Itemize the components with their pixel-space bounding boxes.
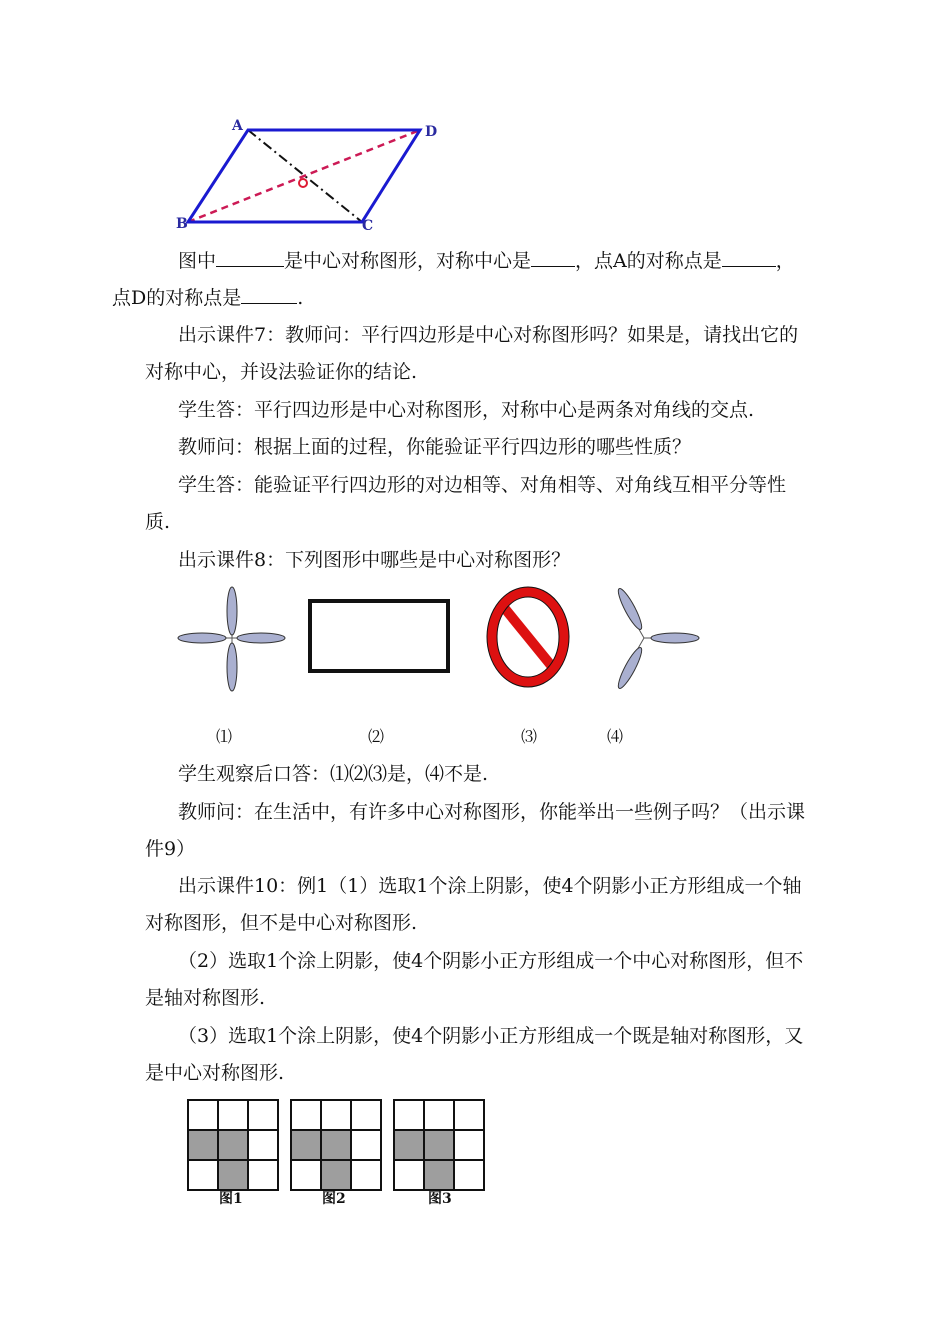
grid-cell[interactable] bbox=[394, 1100, 424, 1130]
fill-in-question bbox=[112, 243, 805, 317]
grid-cell[interactable] bbox=[454, 1160, 484, 1190]
paragraph-example-1: 出示课件10：例1（1）选取1个涂上阴影，使4个阴影小正方形组成一个轴对称图形，但不是中心对称图形. bbox=[145, 875, 802, 934]
paragraph-courseware-7: 出示课件7：教师问：平行四边形是中心对称图形吗？如果是，请找出它的对称中心，并设法验证你的结论. bbox=[145, 324, 799, 383]
text-p1-mid2: ，点A的对称点是 bbox=[575, 250, 722, 272]
grid-cell[interactable] bbox=[248, 1160, 278, 1190]
grid-cell[interactable] bbox=[394, 1160, 424, 1190]
blank-figure[interactable] bbox=[216, 244, 284, 267]
figure-four-petals bbox=[175, 583, 290, 698]
caption-fig1: ⑴ bbox=[216, 727, 233, 746]
grid-cell[interactable] bbox=[291, 1100, 321, 1130]
center-point-o bbox=[299, 179, 307, 187]
grid-3 bbox=[394, 1100, 484, 1190]
paragraph-example-part-2: （2）选取1个涂上阴影，使4个阴影小正方形组成一个中心对称图形，但不是轴对称图形. bbox=[145, 950, 804, 1009]
grid-cell[interactable] bbox=[351, 1160, 381, 1190]
caption-fig3: ⑶ bbox=[521, 727, 538, 746]
grid-cell[interactable] bbox=[248, 1130, 278, 1160]
grid-cell[interactable] bbox=[321, 1100, 351, 1130]
grid-cell[interactable] bbox=[248, 1100, 278, 1130]
text-p1-prefix: 图中 bbox=[178, 250, 217, 272]
paragraph-student-answer-2: 学生答：能验证平行四边形的对边相等、对角相等、对角线互相平分等性质. bbox=[145, 474, 787, 533]
grid-cell[interactable] bbox=[291, 1160, 321, 1190]
diagonal-bd bbox=[188, 130, 420, 222]
grid-cell-shaded[interactable] bbox=[424, 1130, 454, 1160]
grid-cell-shaded[interactable] bbox=[321, 1130, 351, 1160]
grid-cell[interactable] bbox=[351, 1100, 381, 1130]
grid-caption-1: 图1 bbox=[219, 1191, 243, 1207]
blank-point-a[interactable] bbox=[722, 244, 776, 267]
blank-center[interactable] bbox=[531, 244, 575, 267]
grid-cell-shaded[interactable] bbox=[394, 1130, 424, 1160]
label-b: B bbox=[176, 216, 188, 232]
label-c: C bbox=[362, 218, 374, 234]
paragraph-student-observation: 学生观察后口答：⑴⑵⑶是，⑷不是. bbox=[178, 763, 489, 785]
grid-cell[interactable] bbox=[454, 1100, 484, 1130]
label-a: A bbox=[232, 118, 243, 134]
grid-caption-2: 图2 bbox=[322, 1191, 346, 1207]
grid-cell-shaded[interactable] bbox=[188, 1130, 218, 1160]
figure-no-sign bbox=[485, 586, 571, 690]
grid-2 bbox=[291, 1100, 381, 1190]
caption-fig2: ⑵ bbox=[368, 727, 385, 746]
caption-fig4: ⑷ bbox=[607, 727, 624, 746]
grid-cell-shaded[interactable] bbox=[218, 1130, 248, 1160]
grid-cell[interactable] bbox=[454, 1130, 484, 1160]
paragraph-courseware-8: 出示课件8：下列图形中哪些是中心对称图形？ bbox=[178, 549, 571, 571]
grid-1 bbox=[188, 1100, 278, 1190]
grid-cell-shaded[interactable] bbox=[291, 1130, 321, 1160]
grid-caption-3: 图3 bbox=[428, 1191, 452, 1207]
paragraph-life-examples: 教师问：在生活中，有许多中心对称图形，你能举出一些例子吗？（出示课件9） bbox=[145, 801, 806, 860]
grid-cell-shaded[interactable] bbox=[321, 1160, 351, 1190]
paragraph-example-part-3: （3）选取1个涂上阴影，使4个阴影小正方形组成一个既是轴对称图形，又是中心对称图形. bbox=[145, 1025, 804, 1084]
blank-point-d[interactable] bbox=[241, 281, 297, 304]
text-p1-line2-prefix: 点D的对称点是 bbox=[112, 287, 242, 309]
grid-cell[interactable] bbox=[351, 1130, 381, 1160]
figure-rectangle bbox=[306, 597, 452, 675]
figure-three-petals bbox=[605, 583, 705, 698]
paragraph-student-answer-1: 学生答：平行四边形是中心对称图形，对称中心是两条对角线的交点. bbox=[178, 399, 755, 421]
grid-cell-shaded[interactable] bbox=[218, 1160, 248, 1190]
text-p1-end: ， bbox=[775, 250, 795, 272]
grid-cell[interactable] bbox=[188, 1160, 218, 1190]
label-d: D bbox=[425, 124, 438, 140]
paragraph-teacher-question: 教师问：根据上面的过程，你能验证平行四边形的哪些性质？ bbox=[178, 436, 692, 458]
grid-cell-shaded[interactable] bbox=[424, 1160, 454, 1190]
text-p1-mid1: 是中心对称图形，对称中心是 bbox=[284, 250, 532, 272]
text-p1-line2-end: . bbox=[297, 287, 304, 309]
grid-cell[interactable] bbox=[424, 1100, 454, 1130]
grid-cell[interactable] bbox=[188, 1100, 218, 1130]
parallelogram-figure bbox=[170, 112, 450, 237]
grid-cell[interactable] bbox=[218, 1100, 248, 1130]
